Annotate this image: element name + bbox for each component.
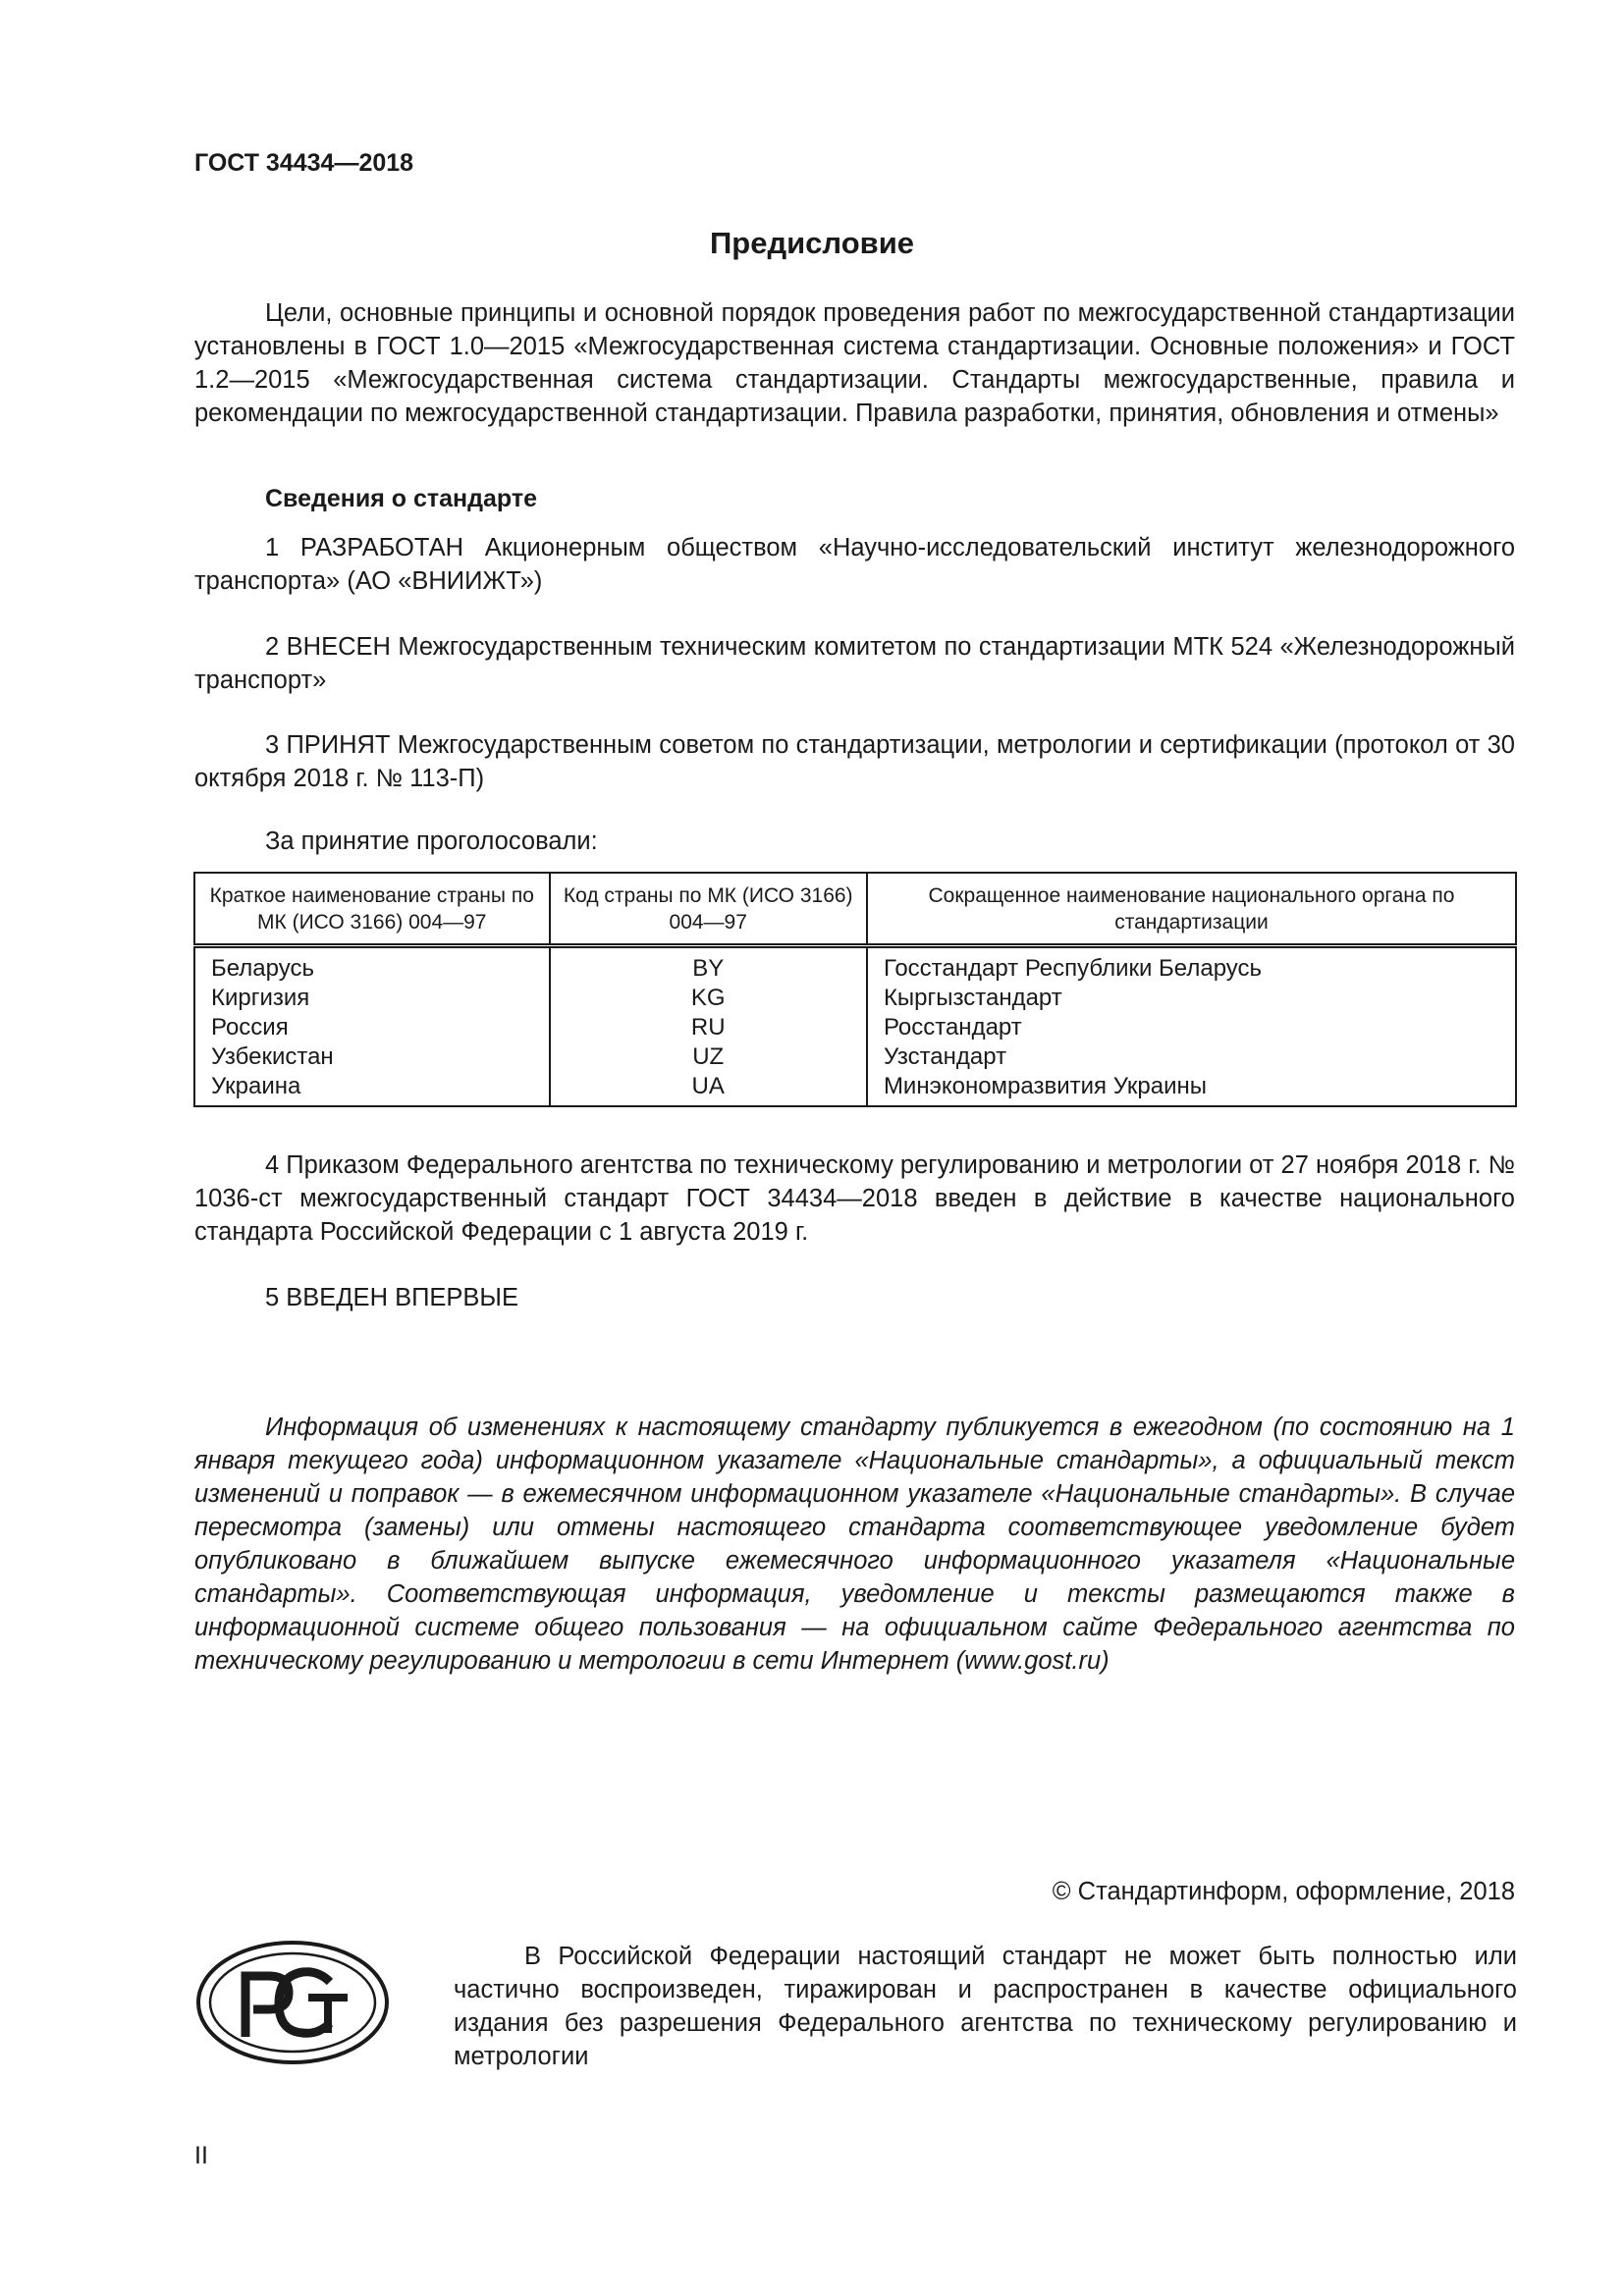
amendments-notice: Информация об изменениях к настоящему стандарту публикуется в ежегодном (по состоянию на 1 января текущего года) информационном указателе «Национальные стандарты», а официальный текст изменений и поправок — в ежемесячном информационном указателе «Национальные стандарты». В случае пересмотра (замены) или отмены настоящего стандарта соответствующее уведомление будет опубликовано в ближайшем выпуске ежемесячного информационного указателя «Национальные стандарты». Соответствующая информация, уведомление и тексты размещаются также в информационной системе общего пользования — на официальном сайте Федерального агентства по техническому регулированию и метрологии в сети Интернет (www.gost.ru) xyxy=(194,1414,1515,1675)
country-code: BY xyxy=(550,946,867,985)
item-1-developed: 1 РАЗРАБОТАН Акционерным обществом «Научно-исследовательский институт железнодорожного транспорта» (АО «ВНИИЖТ») xyxy=(194,534,1515,595)
country-code: RU xyxy=(550,1013,867,1042)
voting-table xyxy=(193,872,1517,1107)
column-header-body: Сокращенное наименование национального органа по стандартизации xyxy=(867,873,1516,946)
page-title: Предисловие xyxy=(709,226,914,260)
country-code: UA xyxy=(550,1072,867,1106)
item-4-order: 4 Приказом Федерального агентства по техническому регулированию и метрологии от 27 ноября 2018 г. № 1036-ст межгосударственный стандарт ГОСТ 34434—2018 введен в действие в качестве национального стандарта Российской Федерации с 1 августа 2019 г. xyxy=(194,1151,1515,1246)
country-code: UZ xyxy=(550,1042,867,1072)
table-row xyxy=(194,1042,1516,1072)
country-name: Киргизия xyxy=(194,984,550,1013)
reproduction-notice: В Российской Федерации настоящий стандарт не может быть полностью или частично воспроизведен, тиражирован и распространен в качестве официального издания без разрешения Федерального агентства по техническому регулированию и метрологии xyxy=(454,1943,1517,2070)
copyright: © Стандартинформ, оформление, 2018 xyxy=(1052,1878,1515,1905)
doc-code: ГОСТ 34434—2018 xyxy=(194,149,414,177)
column-header-code: Код страны по МК (ИСО 3166) 004—97 xyxy=(550,873,867,946)
table-row xyxy=(194,1013,1516,1042)
item-3-adopted: 3 ПРИНЯТ Межгосударственным советом по стандартизации, метрологии и сертификации (протокол от 30 октября 2018 г. № 113-П) xyxy=(194,731,1515,792)
rst-certification-mark-icon xyxy=(194,1939,391,2066)
column-header-country: Краткое наименование страны по МК (ИСО 3166) 004—97 xyxy=(194,873,550,946)
intro-paragraph: Цели, основные принципы и основной порядок проведения работ по межгосударственной стандартизации установлены в ГОСТ 1.0—2015 «Межгосударственная система стандартизации. Основные положения» и ГОСТ 1.2—2015 «Межгосударственная система стандартизации. Стандарты межгосударственные, правила и рекомендации по межгосударственной стандартизации. Правила разработки, принятия, обновления и отмены» xyxy=(194,299,1515,427)
standards-body: Росстандарт xyxy=(867,1013,1516,1042)
standards-body: Кыргызстандарт xyxy=(867,984,1516,1013)
vote-label: За принятие проголосовали: xyxy=(265,828,598,855)
standards-body: Узстандарт xyxy=(867,1042,1516,1072)
country-code: KG xyxy=(550,984,867,1013)
standards-body: Минэкономразвития Украины xyxy=(867,1072,1516,1106)
page-number: II xyxy=(194,2142,208,2169)
table-header-row xyxy=(194,873,1516,946)
country-name: Украина xyxy=(194,1072,550,1106)
table-row xyxy=(194,946,1516,985)
item-5-first-introduced: 5 ВВЕДЕН ВПЕРВЫЕ xyxy=(265,1284,519,1311)
country-name: Беларусь xyxy=(194,946,550,985)
table-row xyxy=(194,984,1516,1013)
item-2-introduced: 2 ВНЕСЕН Межгосударственным техническим комитетом по стандартизации МТК 524 «Железнодорожный транспорт» xyxy=(194,633,1515,694)
table-row xyxy=(194,1072,1516,1106)
standards-body: Госстандарт Республики Беларусь xyxy=(867,946,1516,985)
info-heading: Сведения о стандарте xyxy=(265,485,538,512)
country-name: Россия xyxy=(194,1013,550,1042)
certification-logo xyxy=(194,1939,391,2066)
country-name: Узбекистан xyxy=(194,1042,550,1072)
